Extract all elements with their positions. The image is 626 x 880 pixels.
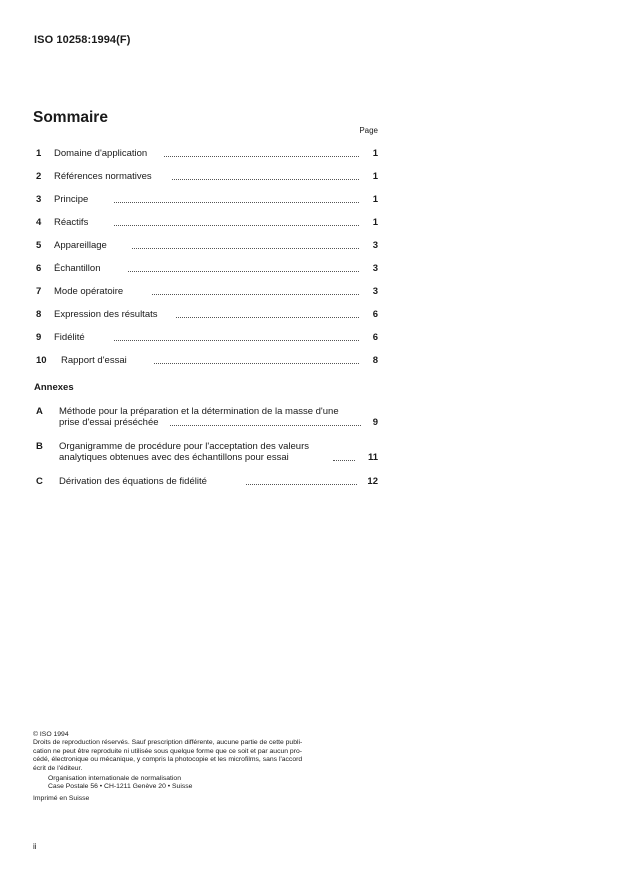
- toc-page: 6: [372, 332, 378, 343]
- dot-leader: [114, 202, 359, 203]
- toc-page: 3: [372, 240, 378, 251]
- dot-leader: [152, 294, 359, 295]
- toc-number: 3: [36, 194, 42, 205]
- dot-leader: [176, 317, 359, 318]
- annex-page: 12: [367, 476, 378, 487]
- page-title: Sommaire: [33, 109, 108, 126]
- toc-number: 2: [36, 171, 42, 182]
- toc-entry-8[interactable]: [36, 308, 378, 322]
- toc-page: 1: [372, 171, 378, 182]
- toc-entry-10[interactable]: [36, 354, 378, 368]
- annex-letter: A: [36, 406, 43, 417]
- toc-label: Échantillon: [54, 263, 101, 274]
- toc-entry-9[interactable]: [36, 331, 378, 345]
- organization-address: Case Postale 56 • CH-1211 Genève 20 • Suisse: [48, 783, 193, 791]
- annex-entry-b[interactable]: [36, 441, 378, 465]
- toc-label: Réactifs: [54, 217, 89, 228]
- toc-entry-1[interactable]: [36, 147, 378, 161]
- annex-title-line-2: prise d'essai préséchée: [59, 417, 159, 428]
- annex-letter: B: [36, 441, 43, 452]
- annex-letter: C: [36, 476, 43, 487]
- page-column-header: Page: [359, 126, 378, 135]
- dot-leader: [128, 271, 359, 272]
- annex-entry-a[interactable]: [36, 406, 378, 430]
- toc-page: 1: [372, 217, 378, 228]
- toc-page: 3: [372, 263, 378, 274]
- annex-title-line-1: Dérivation des équations de fidélité: [59, 476, 207, 487]
- annex-page: 9: [372, 417, 378, 428]
- toc-label: Rapport d'essai: [61, 355, 127, 366]
- rights-text: cation ne peut être reproduite ni utilisée sous quelque forme que ce soit et par aucun pro-: [33, 747, 303, 755]
- dot-leader: [114, 340, 359, 341]
- toc-label: Mode opératoire: [54, 286, 124, 297]
- toc-label: Références normatives: [54, 171, 152, 182]
- dot-leader: [170, 425, 361, 426]
- toc-number: 9: [36, 332, 42, 343]
- dot-leader: [246, 484, 357, 485]
- printed-in: Imprimé en Suisse: [33, 794, 90, 802]
- toc-entry-6[interactable]: [36, 262, 378, 276]
- toc-entry-3[interactable]: [36, 193, 378, 207]
- toc-page: 8: [372, 355, 378, 366]
- toc-page: 3: [372, 286, 378, 297]
- toc-entry-7[interactable]: [36, 285, 378, 299]
- toc-number: 1: [36, 148, 42, 159]
- dot-leader: [132, 248, 359, 249]
- annex-title-line-1: Méthode pour la préparation et la détermination de la masse d'une: [59, 406, 339, 417]
- annex-page: 11: [367, 452, 378, 463]
- dot-leader: [172, 179, 359, 180]
- toc-label: Expression des résultats: [54, 309, 158, 320]
- copyright-notice: [33, 731, 383, 803]
- rights-text: cédé, électronique ou mécanique, y compris la photocopie et les microfilms, sans l'accord: [33, 756, 303, 764]
- toc-label: Fidélité: [54, 332, 85, 343]
- toc-label: Principe: [54, 194, 89, 205]
- toc-number: 8: [36, 309, 42, 320]
- annex-title-line-2: analytiques obtenues avec des échantillons pour essai: [59, 452, 289, 463]
- toc-number: 4: [36, 217, 42, 228]
- document-id: ISO 10258:1994(F): [34, 34, 131, 46]
- toc-number: 6: [36, 263, 42, 274]
- organization-name: Organisation internationale de normalisation: [48, 775, 181, 783]
- toc-label: Domaine d'application: [54, 148, 148, 159]
- toc-page: 6: [372, 309, 378, 320]
- toc-page: 1: [372, 194, 378, 205]
- dot-leader: [114, 225, 359, 226]
- rights-text: Droits de reproduction réservés. Sauf prescription différente, aucune partie de cette publi-: [33, 739, 303, 747]
- annex-title-line-1: Organigramme de procédure pour l'acceptation des valeurs: [59, 441, 310, 452]
- annex-entry-c[interactable]: [36, 476, 378, 489]
- toc-number: 5: [36, 240, 42, 251]
- toc-entry-2[interactable]: [36, 170, 378, 184]
- toc-page: 1: [372, 148, 378, 159]
- toc-label: Appareillage: [54, 240, 107, 251]
- dot-leader: [333, 460, 355, 461]
- toc-number: 7: [36, 286, 42, 297]
- dot-leader: [164, 156, 359, 157]
- toc-number: 10: [36, 355, 47, 366]
- dot-leader: [154, 363, 359, 364]
- page-number: ii: [33, 842, 37, 851]
- toc-entry-4[interactable]: [36, 216, 378, 230]
- toc-entry-5[interactable]: [36, 239, 378, 253]
- copyright-line: © ISO 1994: [33, 731, 69, 738]
- rights-text: écrit de l'éditeur.: [33, 764, 83, 772]
- annexes-heading: Annexes: [34, 382, 74, 393]
